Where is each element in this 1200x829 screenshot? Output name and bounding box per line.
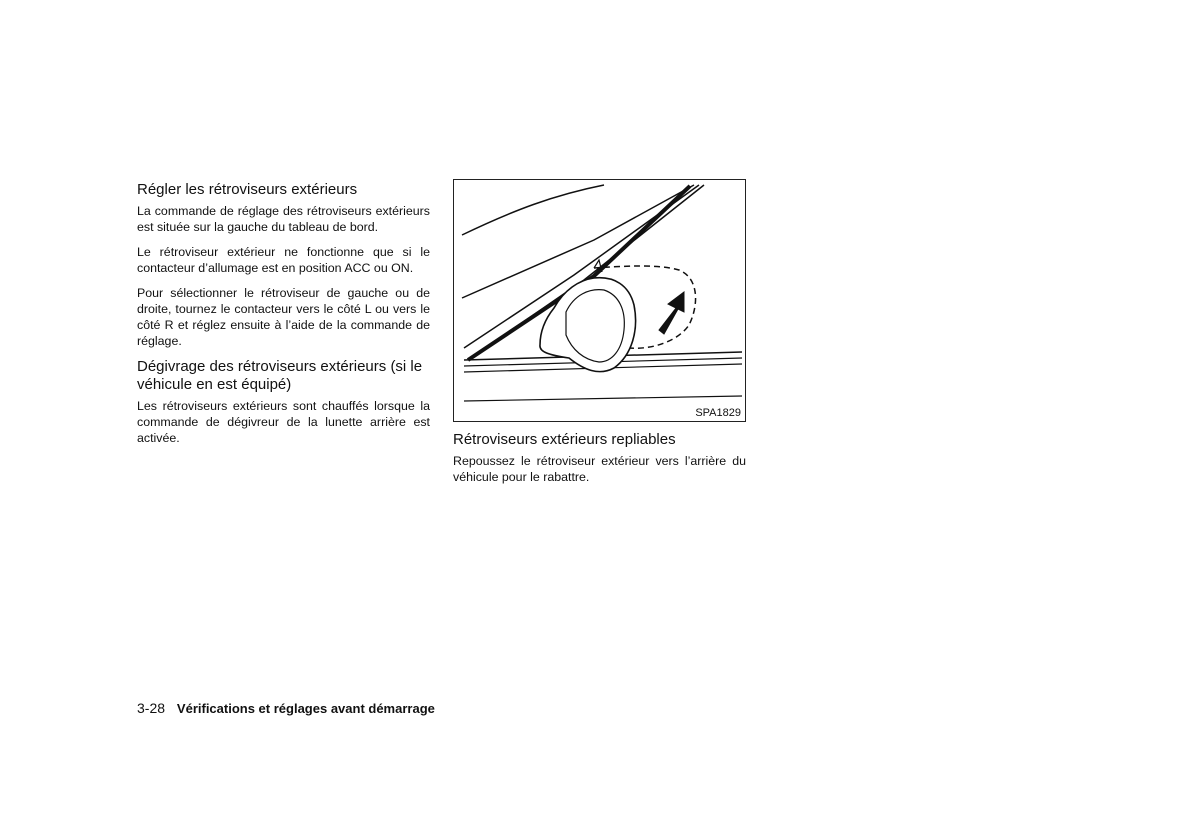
footer-section-title: Vérifications et réglages avant démarrage	[176, 701, 435, 716]
paragraph-contacteur-allumage: Le rétroviseur extérieur ne fonctionne que si le contacteur d’allumage est en position ACC ou ON.	[137, 245, 430, 275]
folding-mirror-drawing	[454, 180, 745, 421]
page-number: 3-28	[137, 700, 166, 716]
left-column	[137, 181, 430, 455]
paragraph-degivrage: Les rétroviseurs extérieurs sont chauffés lorsque la commande de dégivreur de la lunette arrière est activée.	[137, 399, 430, 445]
mirror-illustration	[453, 179, 746, 422]
heading-degivrage: Dégivrage des rétroviseurs extérieurs (si le véhicule en est équipé)	[137, 358, 423, 393]
figure-code: SPA1829	[695, 407, 741, 419]
heading-retroviseurs-repliables: Rétroviseurs extérieurs repliables	[453, 431, 676, 448]
heading-regler-retroviseurs: Régler les rétroviseurs extérieurs	[137, 181, 358, 198]
page-footer	[137, 700, 435, 717]
paragraph-commande-reglage: La commande de réglage des rétroviseurs extérieurs est située sur la gauche du tableau de bord.	[137, 204, 430, 234]
paragraph-rabattre-retroviseur: Repoussez le rétroviseur extérieur vers l’arrière du véhicule pour le rabattre.	[453, 454, 746, 484]
paragraph-selection-retroviseur: Pour sélectionner le rétroviseur de gauche ou de droite, tournez le contacteur vers le côté L ou vers le côté R et réglez ensuite à l’aide de la commande de réglage.	[137, 286, 430, 348]
right-column	[453, 179, 746, 494]
